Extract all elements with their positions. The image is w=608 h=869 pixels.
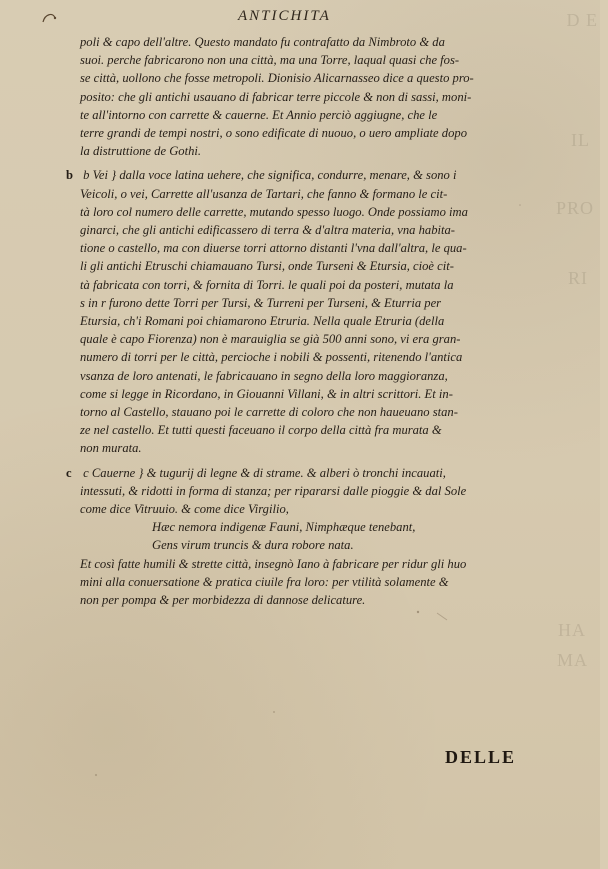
body-text — [66, 33, 540, 609]
body-line: terre grandi de tempi nostri, o sono edificate di nuouo, o uero ampliate dopo — [80, 126, 467, 141]
body-line: Et così fatte humili & strette città, insegnò Iano à fabricare per ridur gli huo — [80, 556, 467, 571]
body-line: intessuti, & ridotti in forma di stanza; per ripararsi dalle pioggie & dal Sole — [80, 483, 467, 498]
body-line: s in r furono dette Torri per Tursi, & Turreni per Turseni, & Eturria per — [80, 295, 442, 310]
body-line: torno al Castello, stauano poi le carrette di coloro che non haueuano stan- — [80, 405, 458, 420]
body-line: suoi. perche fabricarono non una città, ma una Torre, laqual quasi che fos- — [80, 53, 460, 68]
body-line: numero di torri per le città, percioche i nobili & possenti, ritenendo l'antica — [80, 350, 463, 365]
body-line: b Vei } dalla voce latina uehere, che significa, condurre, menare, & sono i — [83, 168, 457, 183]
body-line: li gli antichi Etruschi chiamauano Tursi, onde Turseni & Etursia, cioè cit- — [80, 259, 454, 274]
body-line: come dice Vitruuio. & come dice Virgilio, — [80, 502, 289, 517]
body-line: vsanza de loro antenati, le fabricauano in segno della loro maggioranza, — [80, 368, 448, 383]
body-line: tà loro col numero delle carrette, mutando spesso luogo. Onde possiamo ima — [80, 204, 468, 219]
body-line: ze nel castello. Et tutti questi faceuano il corpo della città fra murata & — [80, 423, 442, 438]
body-line: ginarci, che gli antichi edificassero di terra & d'altra materia, vna habita- — [80, 223, 455, 238]
printer-mark-icon — [37, 4, 61, 28]
body-line: Veicoli, o vei, Carrette all'usanza de Tartari, che fanno & formano le cit- — [80, 186, 448, 201]
show-through-text — [528, 0, 608, 869]
body-line: come si legge in Ricordano, in Giouanni Villani, & in altri scrittori. Et in- — [80, 386, 453, 401]
body-line: la distruttione de Gothi. — [80, 144, 202, 159]
body-line: te all'intorno con carrette & cauerne. Et Annio perciò aggiugne, che le — [80, 107, 438, 122]
body-line: non per pompa & per morbidezza di dannose delicature. — [80, 593, 366, 608]
running-head: ANTICHITA — [238, 8, 331, 24]
body-line: se città, uollono che fosse metropoli. Dionisio Alicarnasseo dice a questo pro- — [80, 71, 474, 86]
bleed-line-1: D E — [566, 10, 598, 30]
body-line: non murata. — [80, 441, 142, 456]
poetry-line: Hæc nemora indigenæ Fauni, Nimphæque tenebant, — [152, 520, 416, 535]
poetry-line: Gens virum truncis & dura robore nata. — [152, 538, 354, 553]
bleed-line-5: HA — [558, 620, 586, 640]
section-marker-c: c — [66, 465, 72, 480]
body-line: mini alla conuersatione & pratica ciuile fra loro: per vtilità solamente & — [80, 574, 449, 589]
section-b-start — [66, 166, 540, 184]
bleed-line-4: RI — [568, 268, 588, 288]
section-marker-b: b — [66, 168, 74, 183]
bleed-line-2: IL — [571, 130, 590, 150]
body-line: tà fabricata con torri, & fornita di Torri. le quali poi da posteri, mutata la — [80, 277, 454, 292]
section-c-start — [66, 464, 540, 482]
catchword: DELLE — [444, 747, 516, 767]
body-line: quale è capo Fiorenza) non è marauiglia se già 500 anni sono, vi era gran- — [80, 332, 461, 347]
body-line: poli & capo dell'altre. Questo mandato fu contrafatto da Nimbroto & da — [80, 35, 445, 49]
body-line: Etursia, ch'i Romani poi chiamarono Etruria. Nella quale Etruria (della — [80, 314, 445, 329]
body-line: tione o castello, ma con diuerse torri attorno distanti l'vna dall'altra, le qua- — [80, 241, 467, 256]
bleed-line-3: PRO — [555, 198, 594, 218]
body-line: posito: che gli antichi usauano di fabricar terre piccole & non di sassi, moni- — [80, 89, 472, 104]
body-line: c Cauerne } & tugurij di legne & di strame. & alberi ò tronchi incauati, — [83, 465, 446, 480]
bleed-line-6: MA — [556, 650, 588, 670]
